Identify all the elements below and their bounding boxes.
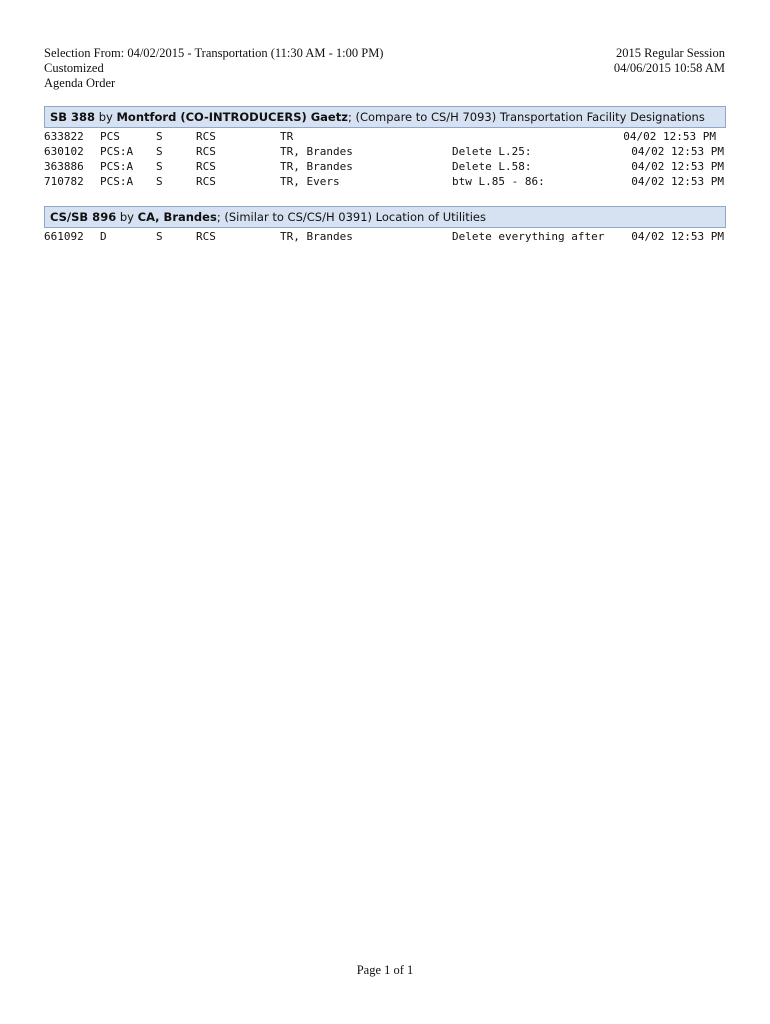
bill-section-cs-sb-896: [44, 206, 726, 245]
amendment-s: S: [156, 160, 163, 173]
bill-number: CS/SB 896: [50, 210, 117, 224]
amendment-row: [44, 175, 726, 190]
amendment-time: 04/02 12:53 PM: [631, 230, 724, 243]
amendment-rcs: RCS: [196, 130, 216, 143]
amendment-row: [44, 230, 726, 245]
amendment-id: 710782: [44, 175, 84, 188]
amendment-s: S: [156, 230, 163, 243]
amendment-action: PCS:A: [100, 160, 134, 173]
amendment-id: 630102: [44, 145, 84, 158]
amendment-committee: TR, Brandes: [280, 145, 353, 158]
amendment-time: 04/02 12:53 PM: [631, 160, 724, 173]
amendment-row: [44, 160, 726, 175]
amendment-id: 633822: [44, 130, 84, 143]
amendment-s: S: [156, 175, 163, 188]
amendment-id: 661092: [44, 230, 84, 243]
amendment-s: S: [156, 145, 163, 158]
amendment-rcs: RCS: [196, 160, 216, 173]
amendment-committee: TR: [280, 130, 294, 143]
amendment-rcs: RCS: [196, 230, 216, 243]
amendment-note: btw L.85 - 86:: [452, 175, 545, 188]
amendment-time: 04/02 12:53 PM: [631, 175, 724, 188]
bill-by: by: [98, 110, 113, 124]
bill-sponsor: CA, Brandes: [137, 210, 217, 224]
amendment-committee: TR, Brandes: [280, 160, 353, 173]
amendment-action: PCS:A: [100, 145, 134, 158]
bill-header: [44, 106, 726, 128]
amendment-id: 363886: [44, 160, 84, 173]
bill-section-sb-388: [44, 106, 726, 190]
customized-line: Customized: [44, 61, 104, 75]
bill-by: by: [119, 210, 134, 224]
amendment-committee: TR, Evers: [280, 175, 340, 188]
amendment-row: [44, 145, 726, 160]
bill-header: [44, 206, 726, 228]
bill-sponsor: Montford (CO-INTRODUCERS) Gaetz: [116, 110, 348, 124]
amendment-action: PCS: [100, 130, 120, 143]
session-line: 2015 Regular Session: [615, 46, 725, 60]
amendment-time: 04/02 12:53 PM: [623, 130, 716, 143]
amendment-row: [44, 130, 726, 145]
amendment-committee: TR, Brandes: [280, 230, 353, 243]
bill-description: ; (Similar to CS/CS/H 0391) Location of Utilities: [216, 210, 486, 224]
amendment-rcs: RCS: [196, 145, 216, 158]
order-line: Agenda Order: [44, 76, 116, 90]
amendment-rcs: RCS: [196, 175, 216, 188]
amendment-s: S: [156, 130, 163, 143]
amendment-action: D: [100, 230, 107, 243]
amendment-time: 04/02 12:53 PM: [631, 145, 724, 158]
amendment-note: Delete everything after: [452, 230, 605, 243]
bill-description: ; (Compare to CS/H 7093) Transportation Facility Designations: [347, 110, 705, 124]
print-timestamp: 04/06/2015 10:58 AM: [613, 61, 725, 75]
amendment-action: PCS:A: [100, 175, 134, 188]
selection-line: Selection From: 04/02/2015 - Transportation (11:30 AM - 1:00 PM): [44, 46, 384, 60]
report-header-left: [44, 46, 383, 91]
report-header-right: [614, 46, 725, 76]
amendment-note: Delete L.58:: [452, 160, 532, 173]
bill-number: SB 388: [50, 110, 96, 124]
page-number: Page 1 of 1: [356, 963, 414, 977]
amendment-note: Delete L.25:: [452, 145, 532, 158]
